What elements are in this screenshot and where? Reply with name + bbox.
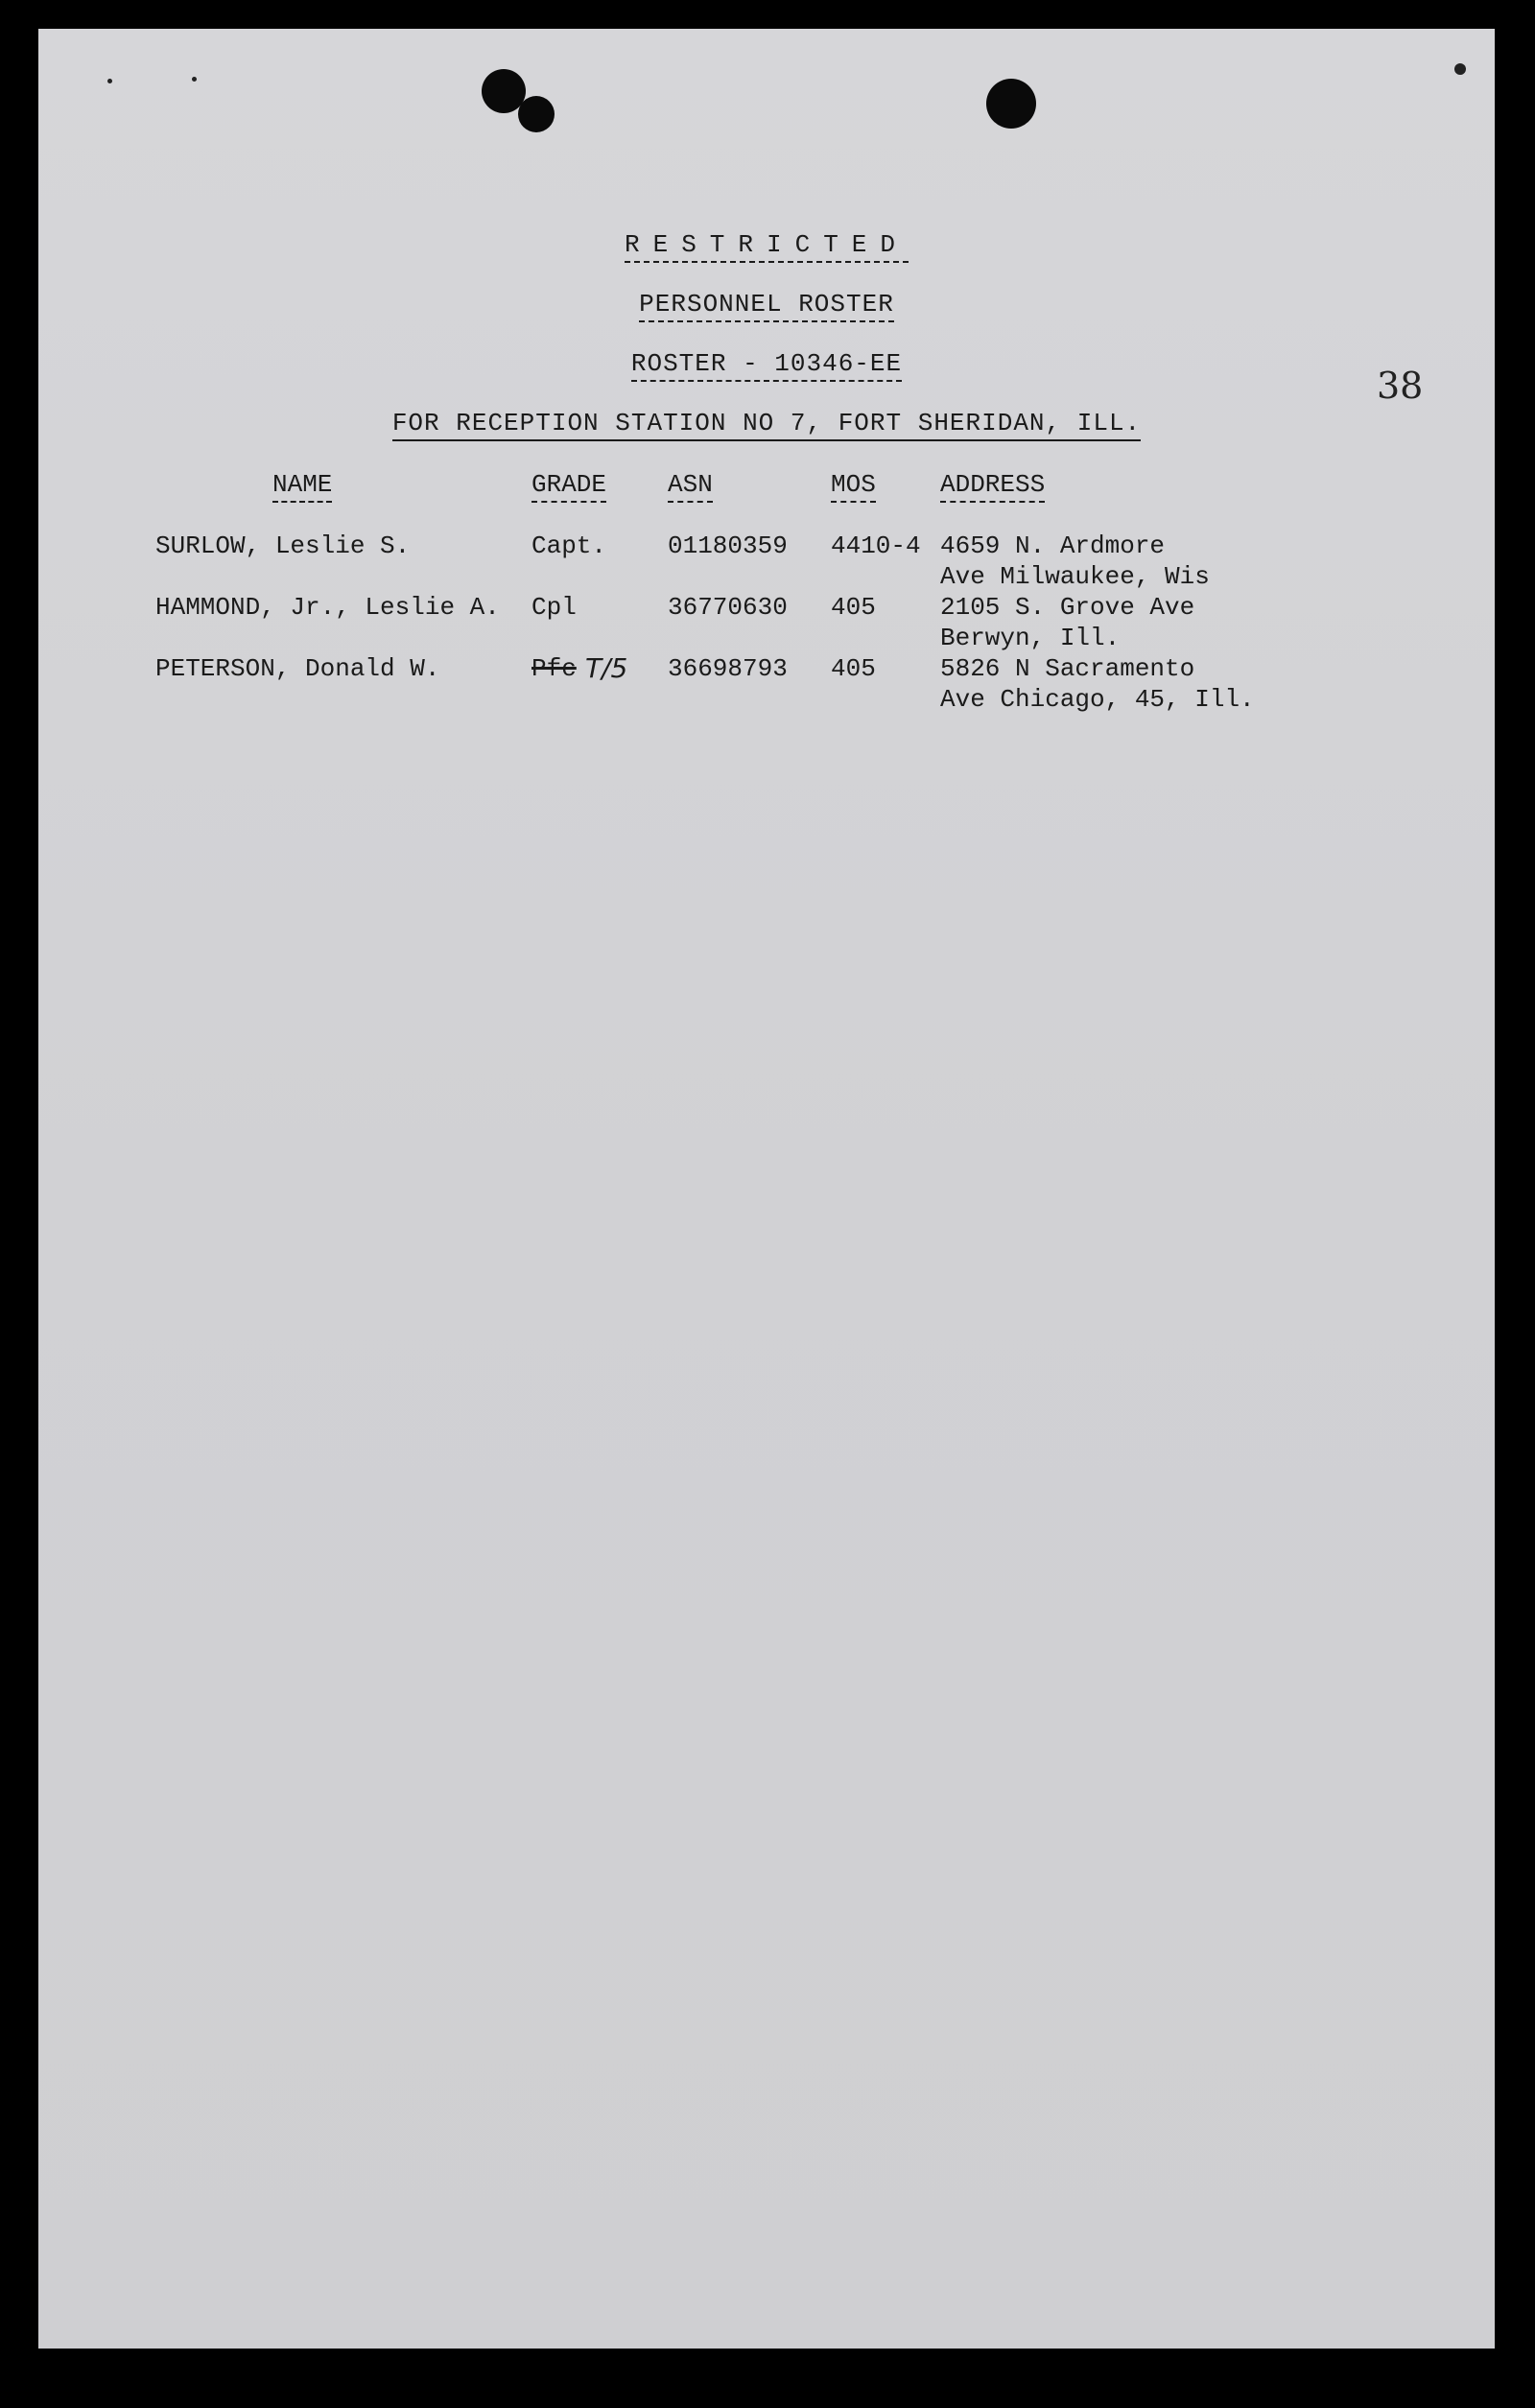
row-3-grade-struck: Pfc: [531, 654, 577, 683]
row-1-grade: Capt.: [531, 531, 607, 560]
row-3-asn: 36698793: [668, 654, 788, 683]
row-1-address-line-1: 4659 N. Ardmore: [940, 531, 1166, 560]
column-header-grade: GRADE: [531, 470, 606, 503]
punch-hole-right: [986, 79, 1036, 129]
roster-number-heading: [38, 349, 1495, 378]
row-1-name: SURLOW, Leslie S.: [155, 531, 411, 560]
row-2-address-line-1: 2105 S. Grove Ave: [940, 593, 1195, 622]
row-3-mos: 405: [831, 654, 876, 683]
speck: [192, 77, 197, 82]
title-text: PERSONNEL ROSTER: [639, 290, 894, 322]
speck: [1454, 63, 1466, 75]
row-1-mos: 4410-4: [831, 531, 921, 560]
title-heading: [38, 290, 1495, 319]
column-header-mos: MOS: [831, 470, 876, 503]
row-1-asn: 01180359: [668, 531, 788, 560]
row-2-grade: Cpl: [531, 593, 577, 622]
page-number: 38: [1377, 365, 1424, 407]
row-2-name: HAMMOND, Jr., Leslie A.: [155, 593, 500, 622]
punch-hole-left-2: [518, 96, 555, 132]
classification-heading: [38, 230, 1495, 259]
roster-number-text: ROSTER - 10346-EE: [631, 349, 902, 382]
row-3-name: PETERSON, Donald W.: [155, 654, 440, 683]
station-heading: [38, 409, 1495, 437]
row-3-grade-handwritten: T/5: [585, 652, 628, 684]
document-page: [38, 29, 1495, 2349]
column-header-address: ADDRESS: [940, 470, 1045, 503]
speck: [107, 79, 112, 83]
column-header-asn: ASN: [668, 470, 713, 503]
row-1-address-line-2: Ave Milwaukee, Wis: [940, 562, 1210, 591]
column-header-name: NAME: [272, 470, 332, 503]
classification-text: RESTRICTED: [625, 230, 909, 263]
row-2-mos: 405: [831, 593, 876, 622]
row-3-address-line-2: Ave Chicago, 45, Ill.: [940, 685, 1255, 714]
row-3-address-line-1: 5826 N Sacramento: [940, 654, 1195, 683]
station-text: FOR RECEPTION STATION NO 7, FORT SHERIDAN, ILL.: [392, 409, 1141, 441]
row-2-address-line-2: Berwyn, Ill.: [940, 624, 1121, 652]
row-2-asn: 36770630: [668, 593, 788, 622]
